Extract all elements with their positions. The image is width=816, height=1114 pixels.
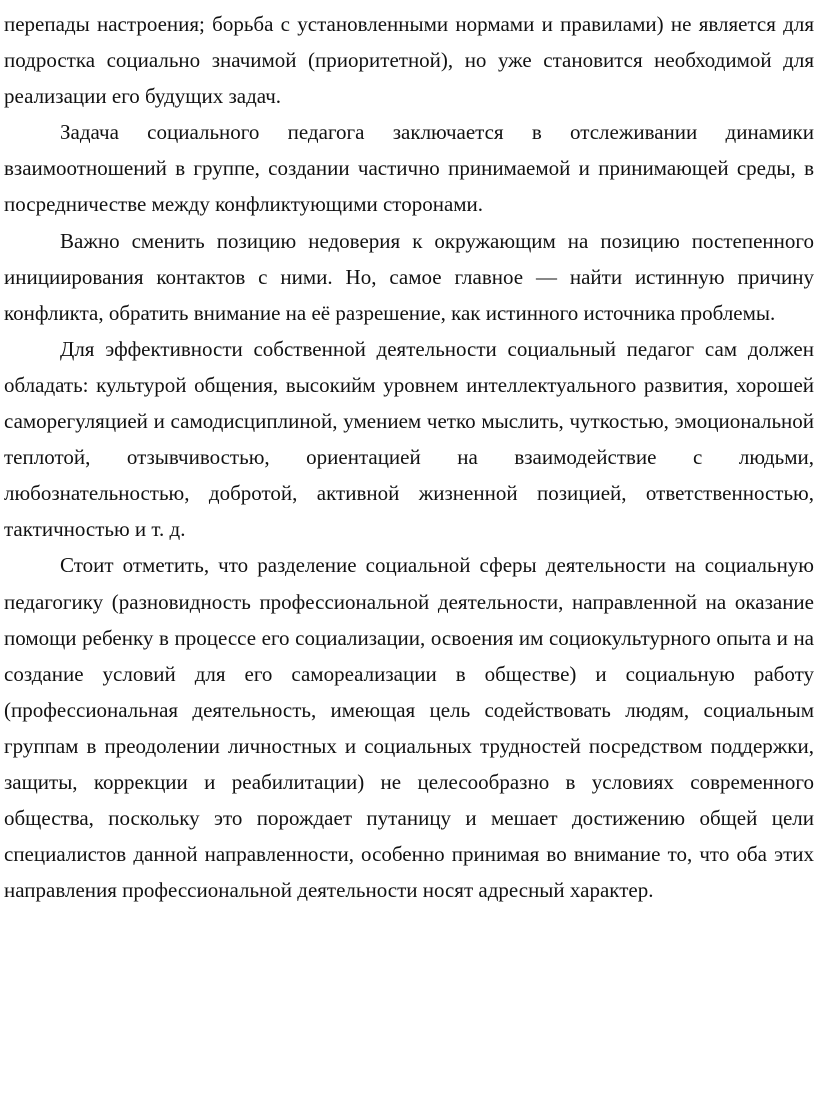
paragraph-3: Важно сменить позицию недоверия к окружающим на позицию постепенного инициирования контактов с ними. Но, самое главное — найти истинную причину конфликта, обратить внимание на её разрешение, как истинного источника проблемы.: [4, 228, 814, 325]
paragraph-2: Задача социального педагога заключается в отслеживании динамики взаимоотношений в группе, создании частично принимаемой и принимающей среды, в посредничестве между конфликтующими сторонами.: [4, 120, 814, 217]
paragraph-5: Стоит отметить, что разделение социальной сферы деятельности на социальную педагогику (разновидность профессиональной деятельности, направленной на оказание помощи ребенку в процессе его социализации, освоения им социокультурного опыта и на создание условий для его самореализации в обществе) и социальную работу (профессиональная деятельность, имеющая цель содействовать людям, социальным группам в преодолении личностных и социальных трудностей посредством поддержки, защиты, коррекции и реабилитации) не целесообразно в условиях современного общества, поскольку это порождает путаницу и мешает достижению общей цели специалистов данной направленности, особенно принимая во внимание то, что оба этих направления профессиональной деятельности носят адресный характер.: [4, 553, 814, 903]
paragraph-4: Для эффективности собственной деятельности социальный педагог сам должен обладать: культурой общения, высокийм уровнем интеллектуального развития, хорошей саморегуляцией и самодисциплиной, умением четко мыслить, чуткостью, эмоциональной теплотой, отзывчивостью, ориентацией на взаимодействие с людьми, любознательностью, добротой, активной жизненной позицией, ответственностью, тактичностью и т. д.: [4, 336, 814, 542]
document-body: [4, 6, 814, 908]
paragraph-1: перепады настроения; борьба с установленными нормами и правилами) не является для подростка социально значимой (приоритетной), но уже становится необходимой для реализации его будущих задач.: [4, 12, 814, 109]
